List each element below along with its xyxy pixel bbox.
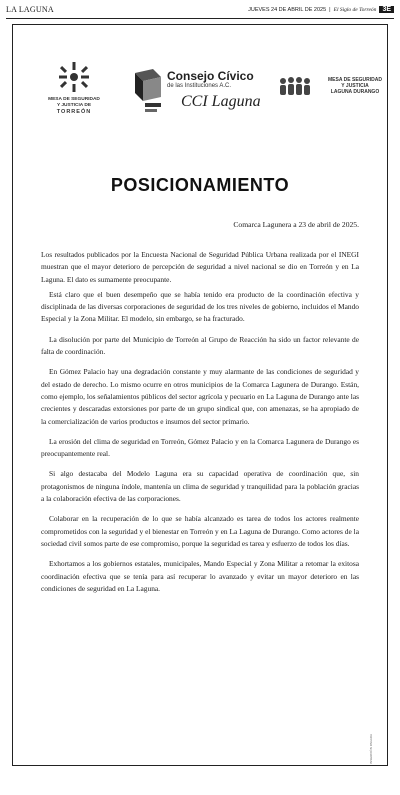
logo-mid-title: Consejo Cívico (167, 69, 254, 83)
logo-mesa-torreon (31, 61, 117, 115)
cube-logo-icon (131, 67, 165, 115)
header-date: JUEVES 24 DE ABRIL DE 2025 (248, 6, 327, 13)
date-line: Comarca Lagunera a 23 de abril de 2025. (233, 220, 359, 229)
logo-mesa-durango (277, 75, 395, 115)
header-right (248, 6, 394, 13)
logo-mid-subtitle: de las Instituciones A.C. (167, 83, 232, 89)
statement-body (41, 249, 359, 603)
logo-right-text (315, 77, 395, 95)
paragraph: Exhortamos a los gobiernos estatales, municipales, Mando Especial y Zona Militar a retomar la exitosa coordinación efectiva que se tenía para así recuperar lo avanzado y evitar un mayor deterioro en las condiciones de seguridad en La Laguna. (41, 559, 359, 593)
people-group-icon (277, 75, 313, 99)
page-title: POSICIONAMIENTO (110, 175, 290, 195)
logo-right-line2: Y JUSTICIA (341, 83, 369, 89)
logos-row (13, 61, 387, 146)
page-number: 3E (379, 6, 394, 13)
star-emblem-icon (56, 61, 92, 95)
paragraph: La erosión del clima de seguridad en Torreón, Gómez Palacio y en la Comarca Lagunera de Durango es preocupantemente real. (41, 436, 359, 459)
logo-left-line3: TORREÓN (56, 109, 92, 115)
paragraph: Está claro que el buen desempeño que se había tenido era producto de la coordinación efectiva y disciplinada de las diversas corporaciones de seguridad de los tres niveles de gobierno, incluidos el Mando Especial y la Zona Militar. El modelo, sin embargo, se ha fracturado. (41, 289, 359, 324)
paragraph: Los resultados publicados por la Encuesta Nacional de Seguridad Pública Urbana realizada por el INEGI muestran que el mayor deterioro de percepción de seguridad a nivel nacional se dio en Torreón y en La Laguna. El dato es sumamente preocupante. (41, 250, 359, 284)
logo-left-line2: Y JUSTICIA DE (56, 103, 92, 108)
logo-right-line1: MESA DE SEGURIDAD (328, 77, 382, 83)
newspaper-name: El Siglo de Torreón (333, 6, 377, 13)
paragraph: Colaborar en la recuperación de lo que se había alcanzado es tarea de todos los actores realmente comprometidos con la seguridad y el bienestar en Torreón y en La Laguna de Durango. Como actores de la sociedad civil somos parte de ese compromiso, porque la seguridad es tarea y esfuerzo de todos los días. (41, 514, 359, 548)
header-divider: | (329, 6, 331, 13)
section-name: LA LAGUNA (6, 5, 54, 14)
paid-insertion-mark: INSERCIÓN PAGADA (369, 734, 373, 764)
logo-left-line1: MESA DE SEGURIDAD (48, 97, 100, 102)
logo-consejo-civico (131, 67, 261, 133)
paragraph: La disolución por parte del Municipio de Torreón al Grupo de Reacción ha sido un factor relevante de falta de coordinación. (41, 334, 359, 357)
paragraph: Si algo destacaba del Modelo Laguna era su capacidad operativa de coordinación que, sin protagonismos de ninguna índole, mantenía un clima de seguridad y tranquilidad para la población gracias a la colaboración efectiva de las corporaciones. (41, 469, 359, 504)
newspaper-header (6, 4, 394, 19)
logo-mid-script: CCI Laguna (181, 93, 261, 110)
paragraph: En Gómez Palacio hay una degradación constante y muy alarmante de las condiciones de seguridad y del estado de derecho. Lo mismo ocurre en otros municipios de la Comarca Lagunera de Durango. Están, como ejemplo, los señalamientos públicos del sector agrícola y pecuario en La Laguna de Durango ante las crecientes y descaradas extorsiones por parte de un grupo sindical que, con amenazas, se ha apropiado de la comercialización de varios productos e insumos del sector primario. (41, 367, 359, 426)
advertisement-frame (12, 24, 388, 766)
logo-right-line3: LAGUNA DURANGO (330, 89, 380, 95)
